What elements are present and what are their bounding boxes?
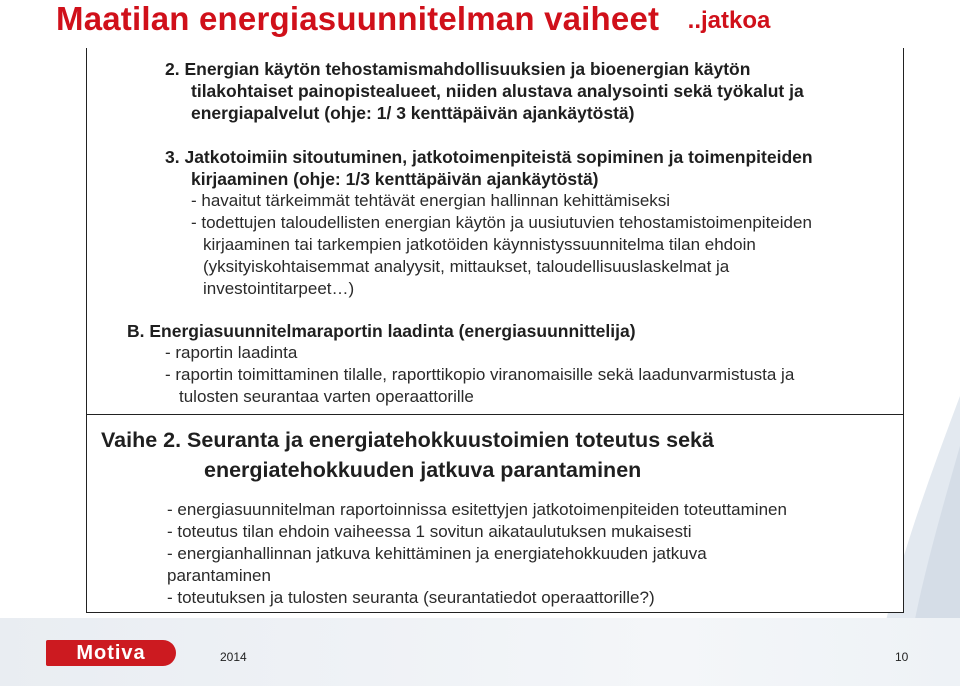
phase-2-item: - toteutuksen ja tulosten seuranta (seurantatiedot operaattorille?) bbox=[167, 588, 655, 607]
section-b-heading: B. Energiasuunnitelmaraportin laadinta (energiasuunnittelija) bbox=[127, 321, 636, 341]
phase-2-block bbox=[101, 425, 891, 609]
section-b-item: - raportin toimittaminen tilalle, raporttikopio viranomaisille sekä laadunvarmistusta ja bbox=[165, 365, 795, 384]
step-3-item-continuation: kirjaaminen tai tarkempien jatkotöiden käynnistyssuunnitelma tilan ehdoin bbox=[203, 235, 756, 254]
lower-section bbox=[87, 415, 903, 612]
phase-2-heading-cont: energiatehokkuuden jatkuva parantaminen bbox=[204, 458, 642, 482]
slide-footer bbox=[0, 618, 960, 686]
phase-2-item: - energiasuunnitelman raportoinnissa esitettyjen jatkotoimenpiteiden toteuttaminen bbox=[167, 500, 787, 519]
document-frame bbox=[86, 48, 904, 613]
step-3-block bbox=[165, 146, 893, 300]
section-b-item: - raportin laadinta bbox=[165, 343, 298, 362]
section-b-block bbox=[127, 320, 887, 408]
step-3-item: - havaitut tärkeimmät tehtävät energian hallinnan kehittämiseksi bbox=[191, 191, 671, 210]
slide-title-continued: ..jatkoa bbox=[687, 7, 771, 34]
phase-2-item-continuation: parantaminen bbox=[167, 566, 271, 585]
section-b-item-continuation: tulosten seurantaa varten operaattorille bbox=[179, 387, 474, 406]
phase-2-heading: Vaihe 2. Seuranta ja energiatehokkuustoimien toteutus sekä bbox=[101, 428, 714, 452]
step-3-item-continuation: (yksityiskohtaisemmat analyysit, mittaukset, taloudellisuuslaskelmat ja bbox=[203, 257, 730, 276]
step-3-heading-line: kirjaaminen (ohje: 1/3 kenttäpäivän ajankäytöstä) bbox=[191, 169, 599, 189]
upper-section bbox=[87, 48, 903, 414]
step-2-line: energiapalvelut (ohje: 1/ 3 kenttäpäivän ajankäytöstä) bbox=[191, 103, 635, 123]
phase-2-item: - toteutus tilan ehdoin vaiheessa 1 sovitun aikataulutuksen mukaisesti bbox=[167, 522, 692, 541]
phase-2-list bbox=[101, 499, 891, 609]
step-2-line: 2. Energian käytön tehostamismahdollisuuksien ja bioenergian käytön bbox=[165, 59, 751, 79]
step-3-heading-line: 3. Jatkotoimiin sitoutuminen, jatkotoimenpiteistä sopiminen ja toimenpiteiden bbox=[165, 147, 813, 167]
page-number: 10 bbox=[895, 650, 909, 664]
slide-title bbox=[56, 0, 956, 38]
step-2-block bbox=[165, 58, 885, 124]
step-2-line: tilakohtaiset painopistealueet, niiden alustava analysointi sekä työkalut ja bbox=[191, 81, 804, 101]
step-3-item-continuation: investointitarpeet…) bbox=[203, 279, 355, 298]
motiva-logo: Motiva bbox=[46, 640, 176, 666]
footer-year: 2014 bbox=[220, 650, 247, 664]
slide-title-main: Maatilan energiasuunnitelman vaiheet bbox=[56, 0, 660, 37]
phase-2-item: - energianhallinnan jatkuva kehittäminen ja energiatehokkuuden jatkuva bbox=[167, 544, 707, 563]
step-3-item: - todettujen taloudellisten energian käytön ja uusiutuvien tehostamistoimenpiteiden bbox=[191, 213, 812, 232]
